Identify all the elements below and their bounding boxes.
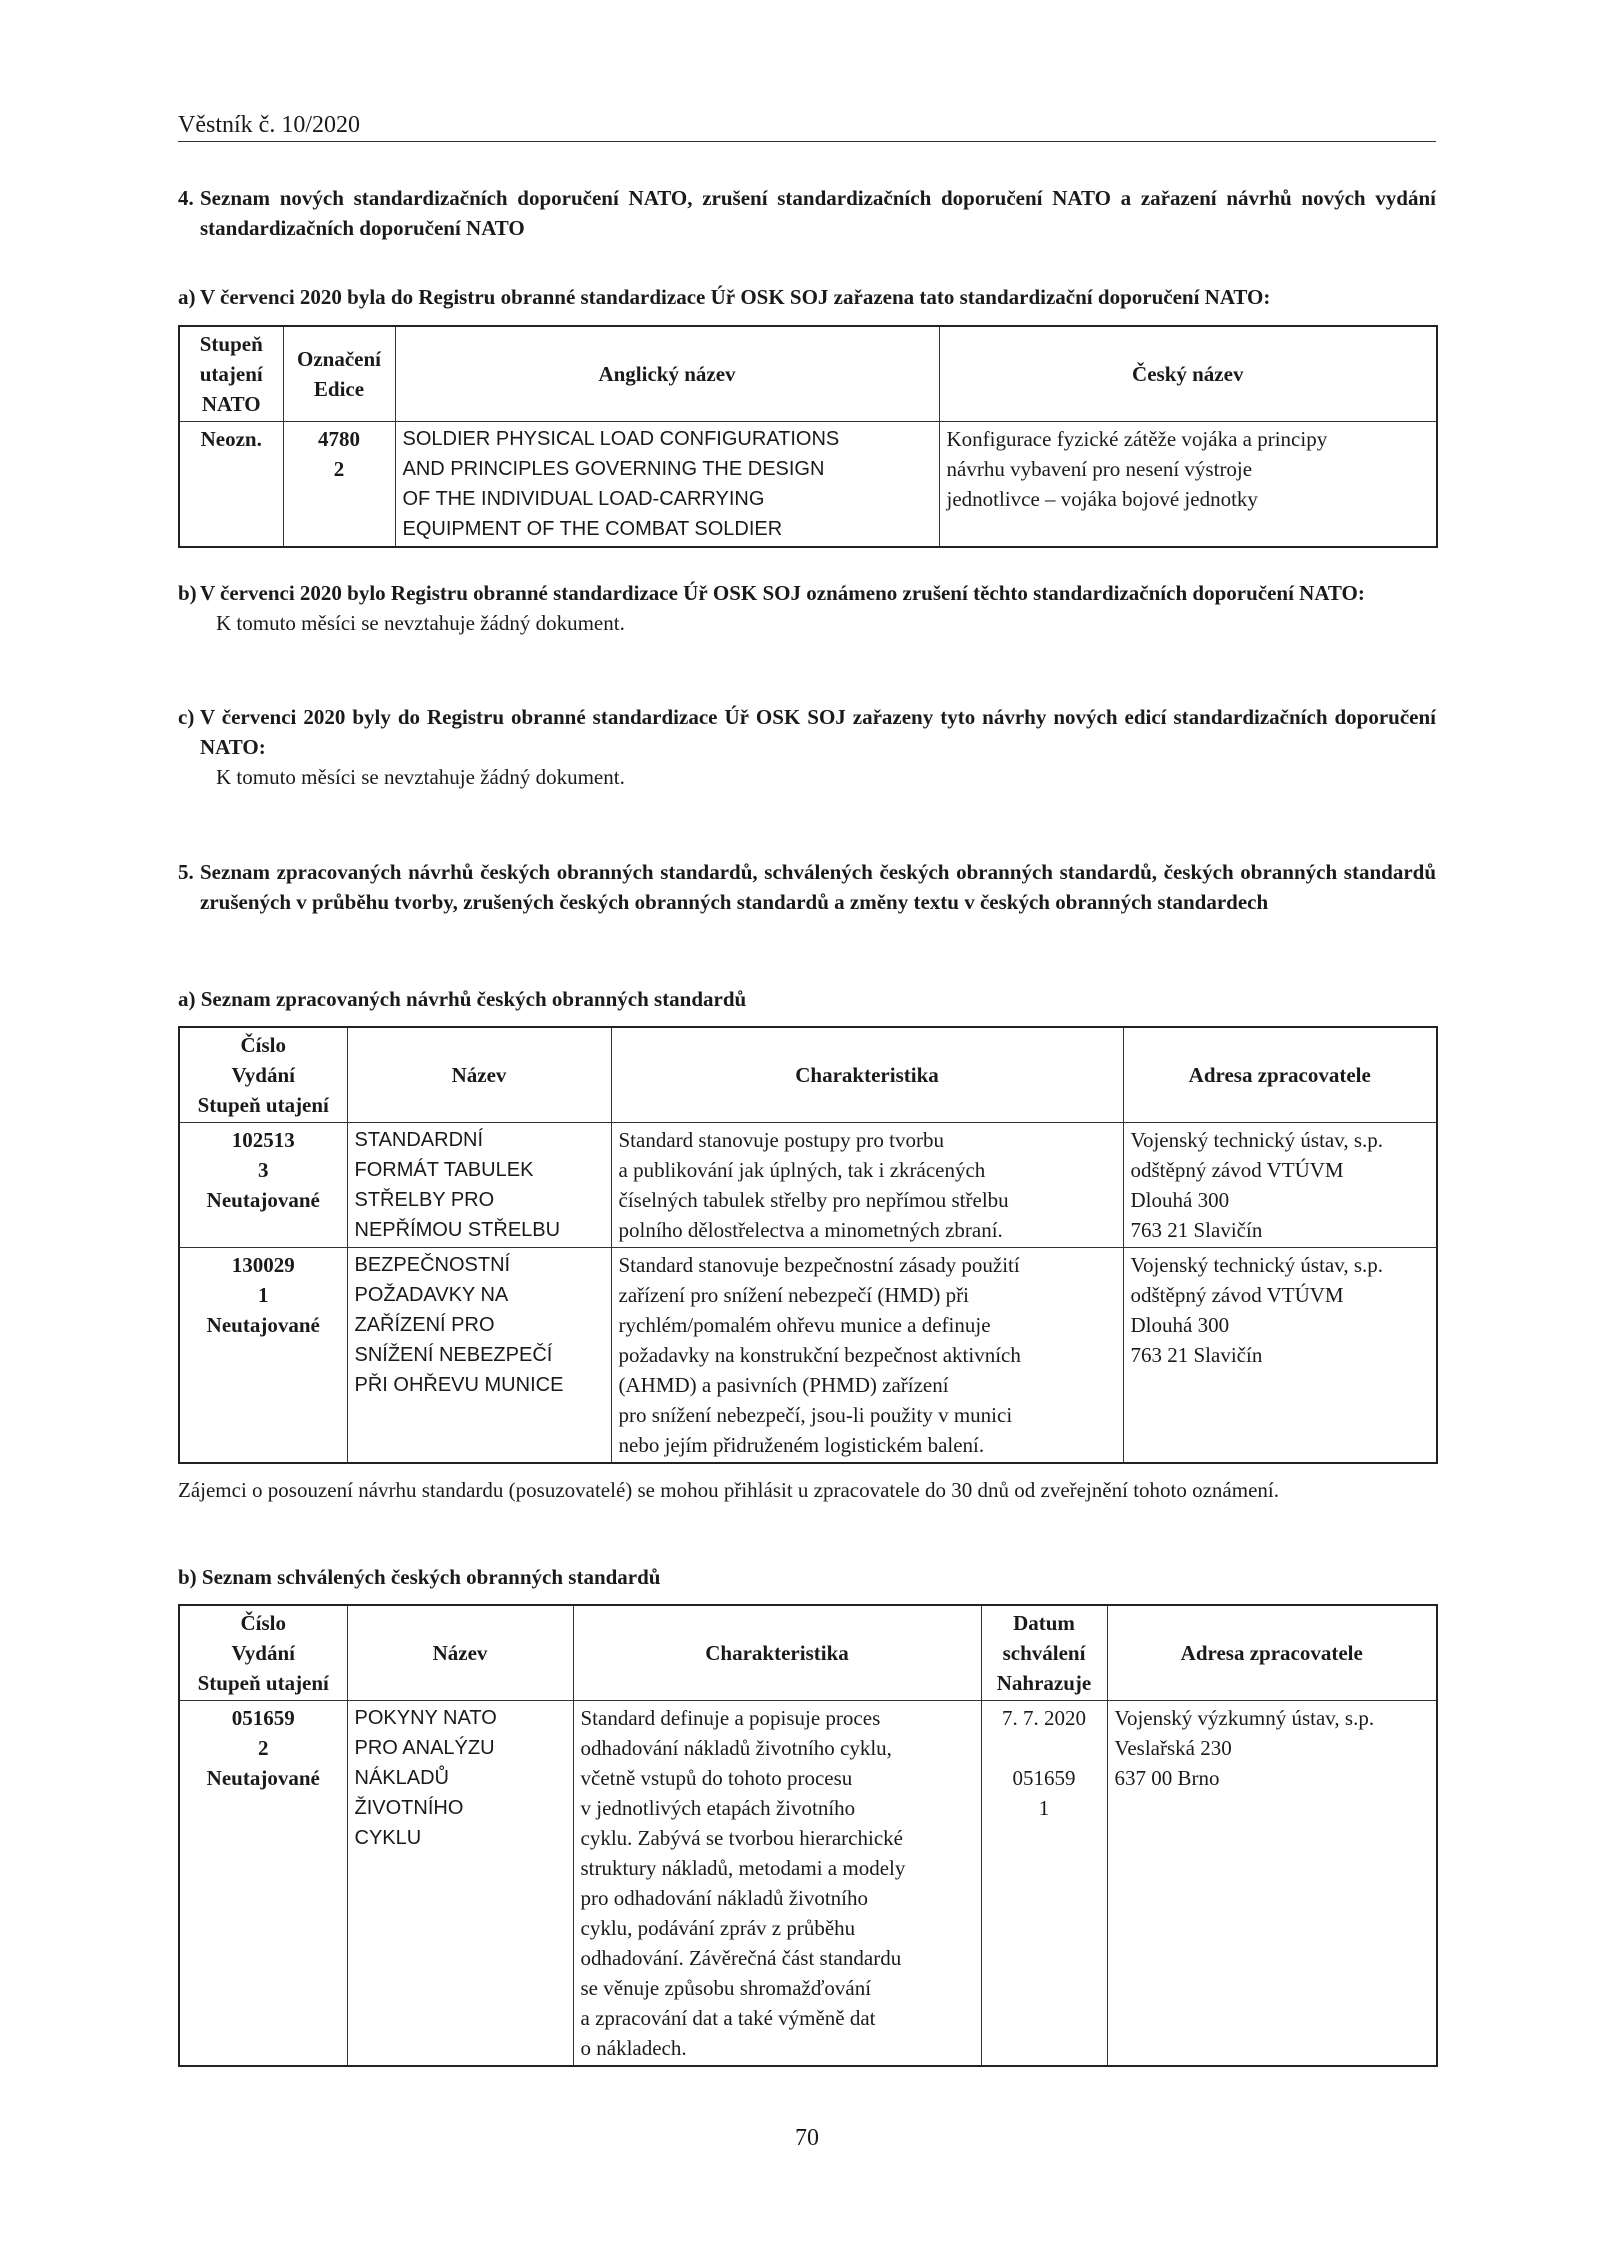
cell-line: Veslařská 230: [1114, 1736, 1232, 1760]
header-cell: Stupeň utajení NATO: [179, 326, 283, 422]
cell-line: Standard stanovuje bezpečnostní zásady použití: [618, 1253, 1020, 1277]
cell-line: rychlém/pomalém ohřevu munice a definuje: [618, 1313, 991, 1337]
cell-line: 763 21 Slavičín: [1130, 1343, 1263, 1367]
table-row: [179, 422, 1437, 548]
cell-line: POKYNY NATO: [354, 1707, 497, 1729]
header-line: Datum: [1013, 1611, 1075, 1635]
header-line: Číslo: [240, 1611, 286, 1635]
cell-line: jednotlivce – vojáka bojové jednotky: [946, 487, 1258, 511]
cell-line: Neutajované: [206, 1766, 320, 1790]
cell-line: Standard definuje a popisuje proces: [580, 1706, 881, 1730]
cell-line: pro odhadování nákladů životního: [580, 1886, 869, 1910]
cell-line: BEZPEČNOSTNÍ: [354, 1254, 511, 1276]
sub-label: b): [178, 581, 197, 605]
cell-line: požadavky na konstrukční bezpečnost aktivních: [618, 1343, 1021, 1367]
page-number: 70: [795, 2125, 819, 2151]
cell-line: nebo jejím přidruženém logistickém balení.: [618, 1433, 985, 1457]
no-document-note: K tomuto měsíci se nevztahuje žádný dokument.: [216, 611, 625, 635]
cell-line: PRO ANALÝZU: [354, 1737, 495, 1759]
cell-line: Neutajované: [206, 1188, 320, 1212]
cell-line: 3: [258, 1158, 269, 1182]
cell-line: (AHMD) a pasivních (PHMD) zařízení: [618, 1373, 949, 1397]
section-4a-heading: [178, 282, 1436, 312]
cell-line: 1: [1038, 1796, 1050, 1820]
cell-line: 051659: [1012, 1766, 1076, 1790]
cell-line: Neutajované: [206, 1313, 320, 1337]
cell-line: POŽADAVKY NA: [354, 1284, 509, 1306]
header-line: Vydání: [231, 1063, 295, 1087]
cell-line: 130029: [231, 1253, 295, 1277]
cell-line: STANDARDNÍ: [354, 1129, 484, 1151]
no-document-note: K tomuto měsíci se nevztahuje žádný dokument.: [216, 765, 625, 789]
section-4-title: [178, 183, 1436, 243]
header-cell: Název: [347, 1027, 611, 1123]
cell-line: odhadování. Závěrečná část standardu: [580, 1946, 902, 1970]
header-cell: Anglický název: [395, 326, 939, 422]
cell-line: a publikování jak úplných, tak i zkrácených: [618, 1158, 986, 1182]
cell-adresa: [1123, 1248, 1437, 1464]
cell-line: STŘELBY PRO: [354, 1189, 495, 1211]
cell-line: pro snížení nebezpečí, jsou-li použity v munici: [618, 1403, 1013, 1427]
cell-nazev: [347, 1123, 611, 1248]
nato-table: [178, 325, 1436, 548]
section-5b-heading: b) Seznam schválených českých obranných standardů: [178, 1565, 661, 1589]
header-line: Číslo: [240, 1033, 286, 1057]
reviewer-note: Zájemci o posouzení návrhu standardu (posuzovatelé) se mohou přihlásit u zpracovatele do 30 dnů od zveřejnění tohoto oznámení.: [178, 1478, 1279, 1502]
cell-line: 051659: [231, 1706, 295, 1730]
cell-anglicky: [395, 422, 939, 548]
header-cell: Charakteristika: [573, 1605, 981, 1701]
header-cell: [179, 1027, 347, 1123]
cell-adresa: [1123, 1123, 1437, 1248]
section-number: 4.: [178, 186, 194, 210]
header-cell: [981, 1605, 1107, 1701]
cell-line: NEPŘÍMOU STŘELBU: [354, 1219, 561, 1241]
cell-line: ŽIVOTNÍHO: [354, 1797, 464, 1819]
cell-line: cyklu. Zabývá se tvorbou hierarchické: [580, 1826, 903, 1850]
cell-line: odštěpný závod VTÚVM: [1130, 1158, 1344, 1182]
cell-nazev: [347, 1701, 573, 2067]
running-header: Věstník č. 10/2020: [178, 112, 1436, 142]
header-cell: Adresa zpracovatele: [1123, 1027, 1437, 1123]
table-header-row: [179, 1027, 1437, 1123]
cell-stupen: Neozn.: [179, 422, 283, 548]
cell-line: 637 00 Brno: [1114, 1766, 1220, 1790]
cell-line: ZAŘÍZENÍ PRO: [354, 1314, 495, 1336]
cell-oznaceni: [283, 422, 395, 548]
cell-line: zařízení pro snížení nebezpečí (HMD) při: [618, 1283, 969, 1307]
header-line: Stupeň utajení: [197, 1671, 329, 1695]
header-line: Stupeň utajení: [197, 1093, 329, 1117]
cell-id: [179, 1701, 347, 2067]
header-cell: [179, 1605, 347, 1701]
header-cell: Adresa zpracovatele: [1107, 1605, 1437, 1701]
cell-id: [179, 1123, 347, 1248]
cell-charakteristika: [611, 1123, 1123, 1248]
header-cell: Charakteristika: [611, 1027, 1123, 1123]
cell-charakteristika: [611, 1248, 1123, 1464]
cell-line: AND PRINCIPLES GOVERNING THE DESIGN: [402, 458, 825, 480]
cell-line: 1: [258, 1283, 269, 1307]
cell-line: 4780: [318, 427, 360, 451]
header-cell: Označení Edice: [283, 326, 395, 422]
cell-line: 102513: [231, 1128, 295, 1152]
cell-line: Dlouhá 300: [1130, 1188, 1230, 1212]
header-cell: Název: [347, 1605, 573, 1701]
cell-nazev: [347, 1248, 611, 1464]
header-line: schválení: [1002, 1641, 1086, 1665]
cell-line: 2: [258, 1736, 269, 1760]
cell-line: 7. 7. 2020: [1002, 1706, 1086, 1730]
cell-line: Dlouhá 300: [1130, 1313, 1230, 1337]
cell-line: OF THE INDIVIDUAL LOAD-CARRYING: [402, 488, 765, 510]
section-title-text: Seznam zpracovaných návrhů českých obranných standardů, schválených českých obranných standardů, českých obranných standardů zrušených v průběhu tvorby, zrušených českých obranných standardů a změny textu v českých obranných standardech: [200, 860, 1436, 914]
header-line: Nahrazuje: [996, 1671, 1092, 1695]
header-cell: Český název: [939, 326, 1437, 422]
cell-spacer: [989, 1733, 1100, 1763]
sub-label: a): [178, 285, 196, 309]
section-5a-heading: a) Seznam zpracovaných návrhů českých obranných standardů: [178, 987, 747, 1011]
cell-id: [179, 1248, 347, 1464]
table-row: [179, 1701, 1437, 2067]
cell-line: struktury nákladů, metodami a modely: [580, 1856, 906, 1880]
cell-line: Vojenský technický ústav, s.p.: [1130, 1253, 1384, 1277]
cell-line: SNÍŽENÍ NEBEZPEČÍ: [354, 1344, 553, 1366]
section-4c: [178, 702, 1436, 792]
cell-line: PŘI OHŘEVU MUNICE: [354, 1374, 564, 1396]
cell-charakteristika: [573, 1701, 981, 2067]
cell-line: návrhu vybavení pro nesení výstroje: [946, 457, 1253, 481]
cell-line: Konfigurace fyzické zátěže vojáka a principy: [946, 427, 1328, 451]
cell-line: se věnuje způsobu shromažďování: [580, 1976, 872, 2000]
table-header-row: [179, 326, 1437, 422]
cell-line: odhadování nákladů životního cyklu,: [580, 1736, 892, 1760]
cell-line: polního dělostřelectva a minometných zbraní.: [618, 1218, 1003, 1242]
cell-line: Vojenský výzkumný ústav, s.p.: [1114, 1706, 1375, 1730]
cell-adresa: [1107, 1701, 1437, 2067]
cell-line: včetně vstupů do tohoto procesu: [580, 1766, 853, 1790]
cell-line: CYKLU: [354, 1827, 422, 1849]
cell-line: 763 21 Slavičín: [1130, 1218, 1263, 1242]
cell-line: EQUIPMENT OF THE COMBAT SOLDIER: [402, 518, 783, 540]
table-row: [179, 1248, 1437, 1464]
table-header-row: [179, 1605, 1437, 1701]
approved-standards-table: [178, 1604, 1436, 2067]
cell-line: a zpracování dat a také výměně dat: [580, 2006, 876, 2030]
section-title-text: Seznam nových standardizačních doporučení NATO, zrušení standardizačních doporučení NATO a zařazení návrhů nových vydání standardizačních doporučení NATO: [200, 186, 1436, 240]
cell-line: NÁKLADŮ: [354, 1767, 449, 1789]
cell-datum: [981, 1701, 1107, 2067]
header-line: Vydání: [231, 1641, 295, 1665]
cell-line: SOLDIER PHYSICAL LOAD CONFIGURATIONS: [402, 428, 840, 450]
draft-standards-table: [178, 1026, 1436, 1464]
cell-line: 2: [333, 457, 345, 481]
section-5-title: [178, 857, 1436, 917]
cell-line: cyklu, podávání zpráv z průběhu: [580, 1916, 856, 1940]
cell-line: Vojenský technický ústav, s.p.: [1130, 1128, 1384, 1152]
cell-cesky: [939, 422, 1437, 548]
section-4b: [178, 578, 1436, 638]
table-row: [179, 1123, 1437, 1248]
sub-text: V červenci 2020 byly do Registru obranné standardizace Úř OSK SOJ zařazeny tyto návrhy nových edicí standardizačních doporučení NATO:: [200, 705, 1436, 759]
cell-line: v jednotlivých etapách životního: [580, 1796, 856, 1820]
sub-label: c): [178, 705, 195, 729]
cell-line: odštěpný závod VTÚVM: [1130, 1283, 1344, 1307]
cell-line: Standard stanovuje postupy pro tvorbu: [618, 1128, 944, 1152]
sub-text: V červenci 2020 byla do Registru obranné standardizace Úř OSK SOJ zařazena tato standardizační doporučení NATO:: [200, 285, 1271, 309]
sub-text: V červenci 2020 bylo Registru obranné standardizace Úř OSK SOJ oznámeno zrušení těchto standardizačních doporučení NATO:: [200, 581, 1365, 605]
cell-line: číselných tabulek střelby pro nepřímou střelbu: [618, 1188, 1009, 1212]
section-number: 5.: [178, 860, 194, 884]
cell-line: o nákladech.: [580, 2036, 687, 2060]
cell-line: FORMÁT TABULEK: [354, 1159, 534, 1181]
